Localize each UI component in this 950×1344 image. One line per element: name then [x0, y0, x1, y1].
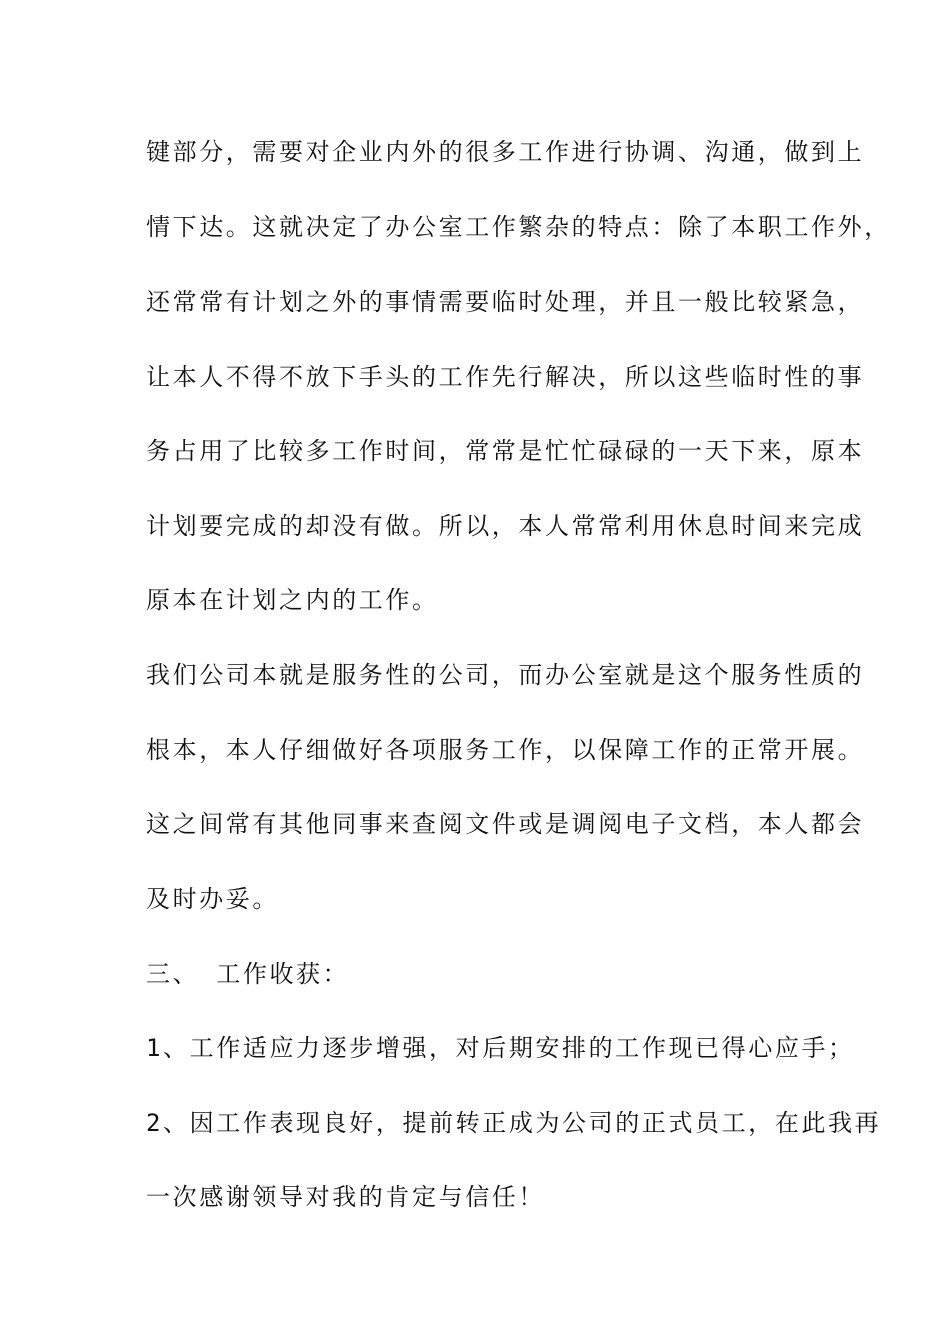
- text-line: 计划要完成的却没有做。所以，本人常常利用休息时间来完成: [146, 512, 865, 540]
- text-line: 还常常有计划之外的事情需要临时处理，并且一般比较紧急，: [146, 288, 865, 316]
- text-line: 让本人不得不放下手头的工作先行解决，所以这些临时性的事: [146, 363, 865, 391]
- text-line: 这之间常有其他同事来查阅文件或是调阅电子文档，本人都会: [146, 810, 865, 838]
- text-line: 根本，本人仔细做好各项服务工作，以保障工作的正常开展。: [146, 736, 865, 764]
- text-line: 键部分，需要对企业内外的很多工作进行协调、沟通，做到上: [146, 138, 865, 166]
- text-line: 一次感谢领导对我的肯定与信任！: [146, 1183, 545, 1211]
- text-line: 我们公司本就是服务性的公司，而办公室就是这个服务性质的: [146, 661, 865, 689]
- section-heading: 三、 工作收获：: [146, 960, 350, 988]
- list-item: 1、工作适应力逐步增强，对后期安排的工作现已得心应手；: [146, 1034, 855, 1062]
- text-line: 原本在计划之内的工作。: [146, 586, 439, 614]
- list-item: 2、因工作表现良好，提前转正成为公司的正式员工，在此我再: [146, 1109, 882, 1137]
- text-line: 及时办妥。: [146, 885, 279, 913]
- text-line: 情下达。这就决定了办公室工作繁杂的特点：除了本职工作外，: [146, 213, 891, 241]
- text-line: 务占用了比较多工作时间，常常是忙忙碌碌的一天下来，原本: [146, 437, 865, 465]
